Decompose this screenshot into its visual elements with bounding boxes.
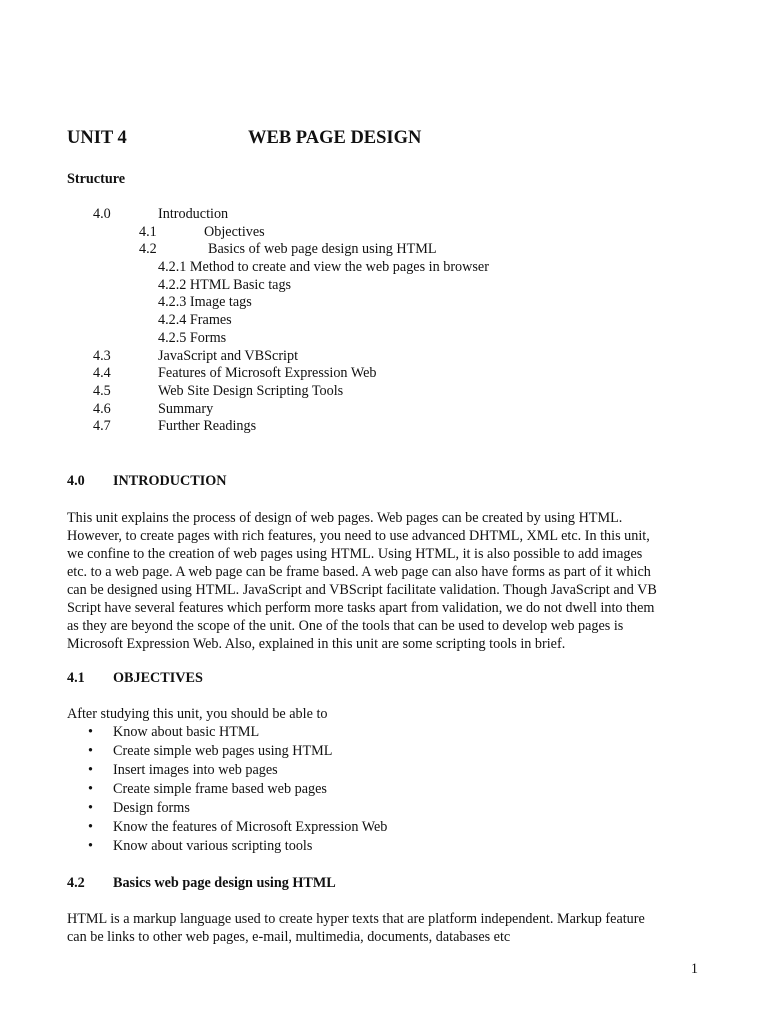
toc-entry [0, 224, 768, 242]
toc-entry [0, 312, 768, 330]
paragraph-line: etc. to a web page. A web page can be frame based. A web page can also have forms as part of it which [67, 564, 651, 580]
toc-title: 4.2.3 Image tags [158, 294, 252, 311]
toc-entry [0, 277, 768, 295]
toc-number: 4.0 [93, 206, 111, 222]
page-number: 1 [690, 961, 698, 977]
list-item [67, 724, 707, 743]
bullet-icon: • [88, 762, 93, 778]
toc-title: Features of Microsoft Expression Web [158, 365, 377, 382]
paragraph-line: can be designed using HTML. JavaScript and VBScript facilitate validation. Though JavaScript and VB [67, 582, 657, 598]
basics-paragraph [67, 911, 707, 947]
toc-title: Objectives [204, 223, 265, 240]
paragraph-line: However, to create pages with rich features, you need to use advanced DHTML, XML etc. In this unit, [67, 528, 650, 544]
section-number: 4.0 [67, 473, 85, 489]
paragraph-line: as they are beyond the scope of the unit. One of the tools that can be used to develop web pages is [67, 618, 624, 634]
bullet-icon: • [88, 743, 93, 759]
paragraph-line: can be links to other web pages, e-mail, multimedia, documents, databases etc [67, 929, 511, 945]
bullet-icon: • [88, 819, 93, 835]
toc-entry [0, 206, 768, 224]
list-item-text: Insert images into web pages [113, 762, 278, 778]
list-item-text: Design forms [113, 800, 190, 816]
toc-number: 4.1 [139, 223, 157, 240]
list-item-text: Create simple web pages using HTML [113, 743, 333, 759]
paragraph-line: we confine to the creation of web pages using HTML. Using HTML, it is also possible to add images [67, 546, 643, 562]
toc-entry [0, 401, 768, 419]
toc-number: 4.3 [93, 347, 111, 364]
toc-entry [0, 330, 768, 348]
section-title: OBJECTIVES [113, 670, 203, 686]
structure-heading: Structure [67, 171, 126, 187]
section-number: 4.1 [67, 670, 85, 686]
paragraph-line: Microsoft Expression Web. Also, explained in this unit are some scripting tools in brief. [67, 636, 566, 652]
toc-entry [0, 365, 768, 383]
section-title: Basics web page design using HTML [113, 875, 336, 891]
list-item [67, 743, 707, 762]
toc-number: 4.4 [93, 365, 111, 382]
toc-number: 4.7 [93, 418, 111, 435]
section-number: 4.2 [67, 875, 85, 891]
list-item-text: Create simple frame based web pages [113, 781, 327, 797]
list-item [67, 819, 707, 838]
list-item-text: Know the features of Microsoft Expression Web [113, 819, 388, 835]
unit-number: UNIT 4 [67, 128, 127, 148]
list-item [67, 838, 707, 857]
toc-number: 4.6 [93, 400, 111, 417]
paragraph-line: After studying this unit, you should be able to [67, 706, 328, 722]
toc-title: 4.2.2 HTML Basic tags [158, 276, 292, 293]
toc-entry [0, 348, 768, 366]
section-title: INTRODUCTION [113, 473, 227, 489]
list-item [67, 762, 707, 781]
list-item-text: Know about basic HTML [113, 724, 260, 740]
toc-entry [0, 383, 768, 401]
toc-title: Summary [158, 400, 214, 417]
toc-title: Further Readings [158, 418, 257, 435]
table-of-contents [0, 206, 768, 436]
paragraph-line: This unit explains the process of design of web pages. Web pages can be created by using HTML. [67, 510, 623, 526]
toc-title: 4.2.1 Method to create and view the web pages in browser [158, 259, 489, 276]
paragraph-line: HTML is a markup language used to create hyper texts that are platform independent. Markup feature [67, 911, 645, 927]
bullet-icon: • [88, 724, 93, 740]
toc-title: Introduction [158, 206, 229, 222]
toc-title: Web Site Design Scripting Tools [158, 382, 344, 399]
toc-title: JavaScript and VBScript [158, 347, 299, 364]
toc-title: Basics of web page design using HTML [208, 241, 437, 258]
list-item-text: Know about various scripting tools [113, 838, 313, 854]
toc-number: 4.5 [93, 382, 111, 399]
bullet-icon: • [88, 838, 93, 854]
toc-entry [0, 294, 768, 312]
objectives-list [67, 724, 707, 857]
list-item [67, 781, 707, 800]
objectives-intro [67, 706, 707, 724]
toc-title: 4.2.4 Frames [158, 312, 232, 329]
toc-entry [0, 259, 768, 277]
toc-number: 4.2 [139, 241, 157, 258]
toc-entry [0, 241, 768, 259]
introduction-paragraph [67, 510, 707, 654]
unit-name: WEB PAGE DESIGN [248, 128, 422, 148]
paragraph-line: Script have several features which perform more tasks apart from validation, we do not dwell into them [67, 600, 655, 616]
bullet-icon: • [88, 800, 93, 816]
list-item [67, 800, 707, 819]
toc-entry [0, 418, 768, 436]
toc-title: 4.2.5 Forms [158, 329, 227, 346]
bullet-icon: • [88, 781, 93, 797]
